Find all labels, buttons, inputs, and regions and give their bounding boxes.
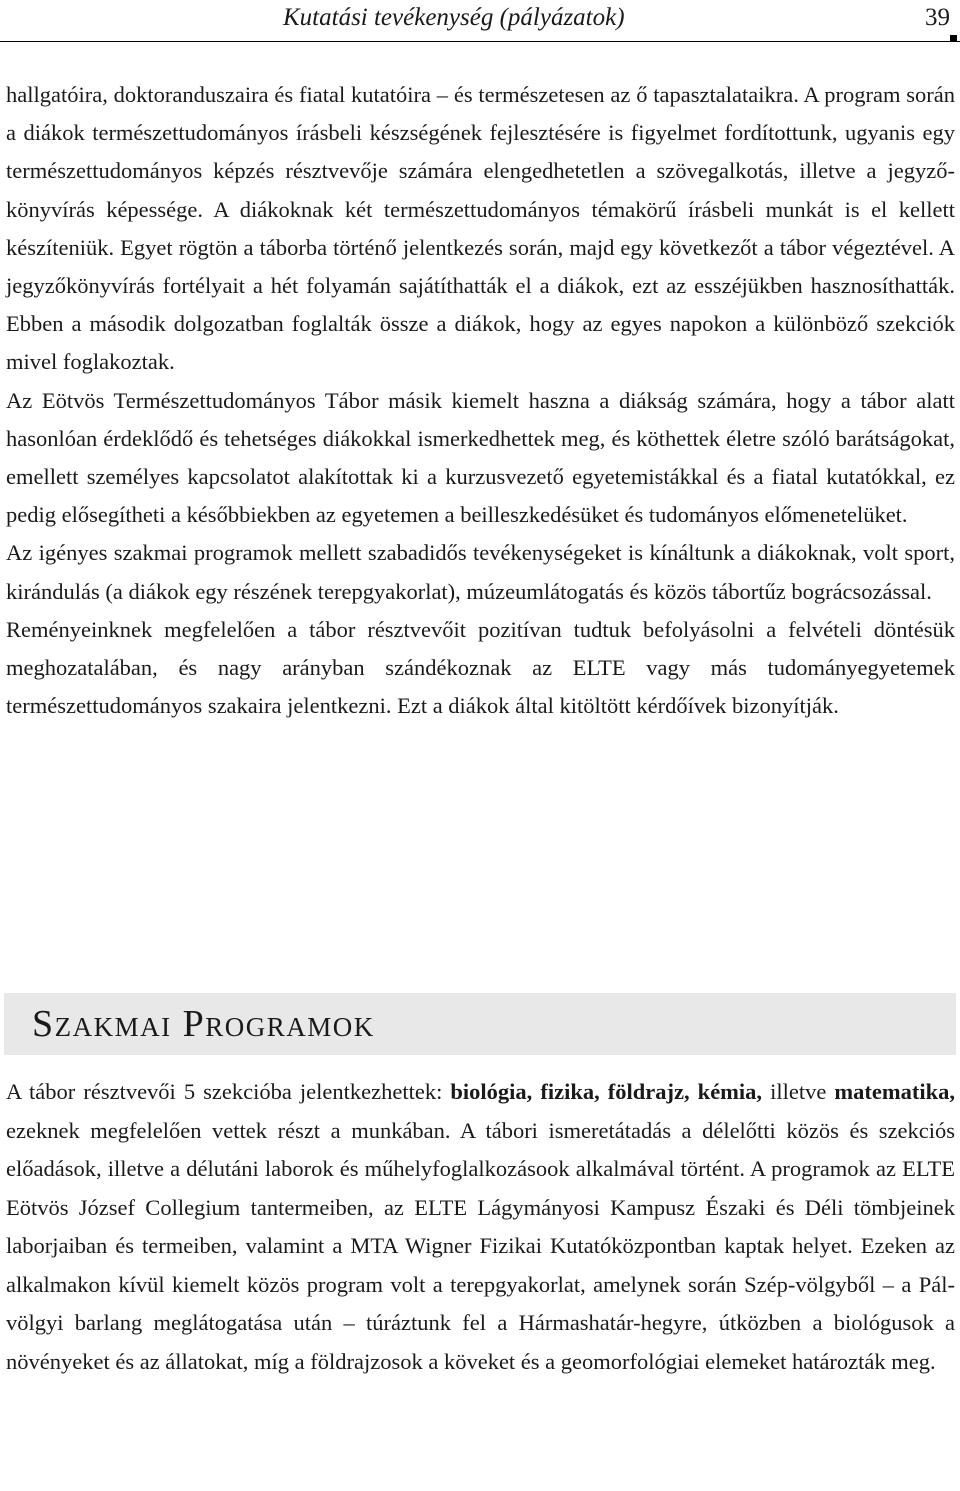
paragraph: Az igényes szakmai programok mellett szabadidős tevékenységeket is kínáltunk a diákoknak, volt sport, kirándulás (a diákok egy részének terepgyakorlat), múzeumlátogatás és közös tábortűz bográcsozással.: [6, 540, 955, 604]
header-rule: [0, 41, 960, 42]
section-title: Szakmai Programok: [32, 1003, 375, 1045]
page-number: 39: [925, 4, 950, 31]
paragraph: Reményeinknek megfelelően a tábor résztvevőit pozitívan tudtuk befolyásolni a felvételi döntésük meghozatalában, és nagy arányban szándékoznak az ELTE vagy más tudományegyetemek természettudományos szakaira jelentkezni. Ezt a diákok által kitöltött kérdőívek bizonyítják.: [6, 616, 955, 719]
paragraph: Az Eötvös Természettudományos Tábor másik kiemelt haszna a diákság számára, hogy a tábor alatt hasonlóan érdeklődő és tehetséges diákokkal ismerkedhettek meg, és köthettek életre szóló barátságokat, emellett személyes kapcsolatot alakítottak ki a kurzusvezető egyetemistákkal és a fiatal kutatókkal, ez pedig elősegítheti a későbbiekben az egyetemen a beilleszkedésüket és tudományos előmenetelüket.: [6, 387, 955, 528]
paragraph: [6, 1073, 955, 1381]
rest-text: ezeknek megfelelően vettek részt a munkában. A tábori ismeretátadás a délelőtti közös és szekciós előadások, illetve a délutáni laborok és műhelyfoglalkozásook alkalmával történt. A programok az ELTE Eötvös József Collegium tantermeiben, az ELTE Lágymányosi Kampusz Északi és Déli tömbjeinek laborjaiban és termeiben, valamint a MTA Wigner Fizikai Kutatóközpontban kaptak helyet. Ezeken az alkalmakon kívül kiemelt közös program volt a terepgyakorlat, amelynek során Szép-völgyből – a Pál-völgyi barlang meglátogatása után – túráztunk fel a Hármashatár-hegyre, útközben a biológusok a növényeket és az állatokat, míg a földrajzosok a köveket és a geomorfológiai elemeket határozták meg.: [6, 1117, 955, 1374]
section-body-text: [6, 1073, 955, 1381]
paragraph: hallgatóira, doktoranduszaira és fiatal kutatóira – és természetesen az ő tapasztalataikra. A program során a diákok természettudományos írásbeli készségének fejlesztésére is figyelmet fordítottunk, ugyanis egy természettudományos képzés résztvevője számára elengedhetetlen a szövegalkotás, illetve a jegyzőkönyvírás képessége. A diákoknak két természettudományos témakörű írásbeli munkát is el kellett készíteniük. Egyet rögtön a táborba történő jelentkezés során, majd egy következőt a tábor végeztével. A jegyzőkönyvírás fortélyait a hét folyamán sajátíthatták el a diákok, ezt az esszéjükben hasznosíthatták. Ebben a második dolgozatban foglalták össze a diákok, hogy az egyes napokon a különböző szekciók mivel foglakoztak.: [6, 82, 955, 375]
body-text: [6, 76, 955, 725]
sections-bold: biológia, fizika, földrajz, kémia,: [450, 1079, 763, 1104]
last-section-bold: matematika,: [834, 1079, 955, 1104]
intro-text: A tábor résztvevői 5 szekcióba jelentkezhettek:: [6, 1079, 451, 1104]
running-title: Kutatási tevékenység (pályázatok): [283, 4, 625, 31]
running-header: [0, 0, 960, 40]
section-heading-band: [4, 993, 956, 1055]
mid-text: illetve: [762, 1079, 835, 1104]
